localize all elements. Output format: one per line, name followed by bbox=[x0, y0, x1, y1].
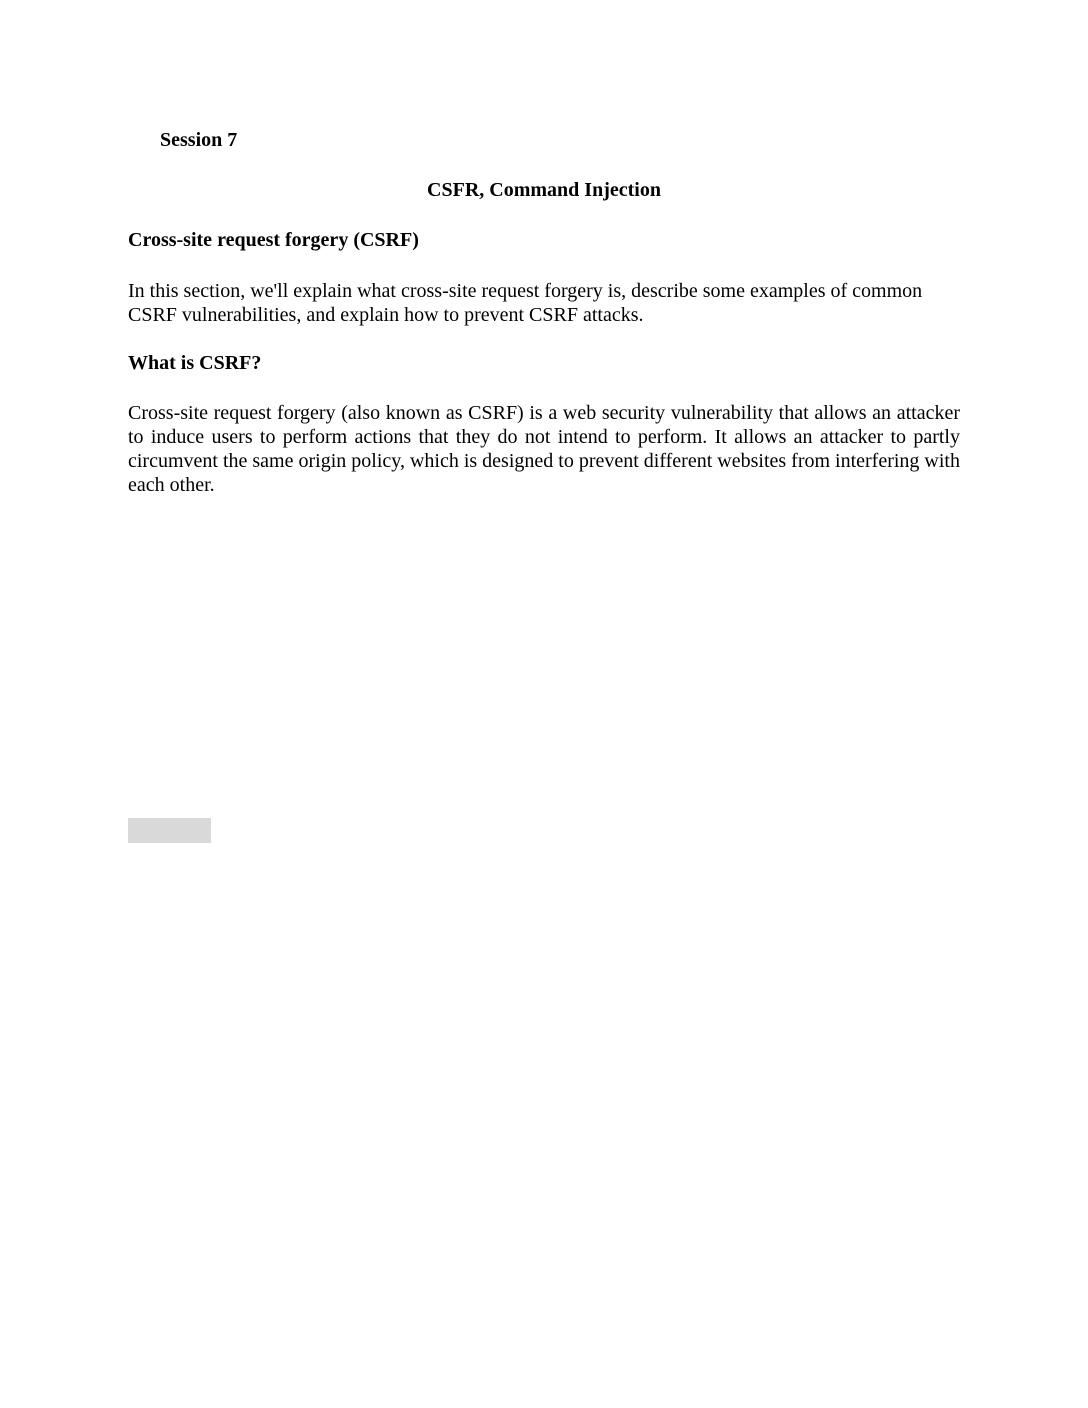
document-title: CSFR, Command Injection bbox=[427, 179, 661, 201]
section-heading-what-is-csrf: What is CSRF? bbox=[128, 352, 262, 374]
gray-placeholder-block bbox=[128, 818, 211, 843]
section-paragraph-intro: In this section, we'll explain what cross-site request forgery is, describe some examples of common CSRF vulnerabilities, and explain how to prevent CSRF attacks. bbox=[128, 280, 923, 326]
section-paragraph-what-is-csrf: Cross-site request forgery (also known as CSRF) is a web security vulnerability that allows an attacker to induce users to perform actions that they do not intend to perform. It allows an attacker to partly circumvent the same origin policy, which is designed to prevent different websites from interfering with each other. bbox=[128, 402, 960, 496]
section-heading-csrf: Cross-site request forgery (CSRF) bbox=[128, 229, 419, 251]
session-label: Session 7 bbox=[160, 129, 238, 151]
